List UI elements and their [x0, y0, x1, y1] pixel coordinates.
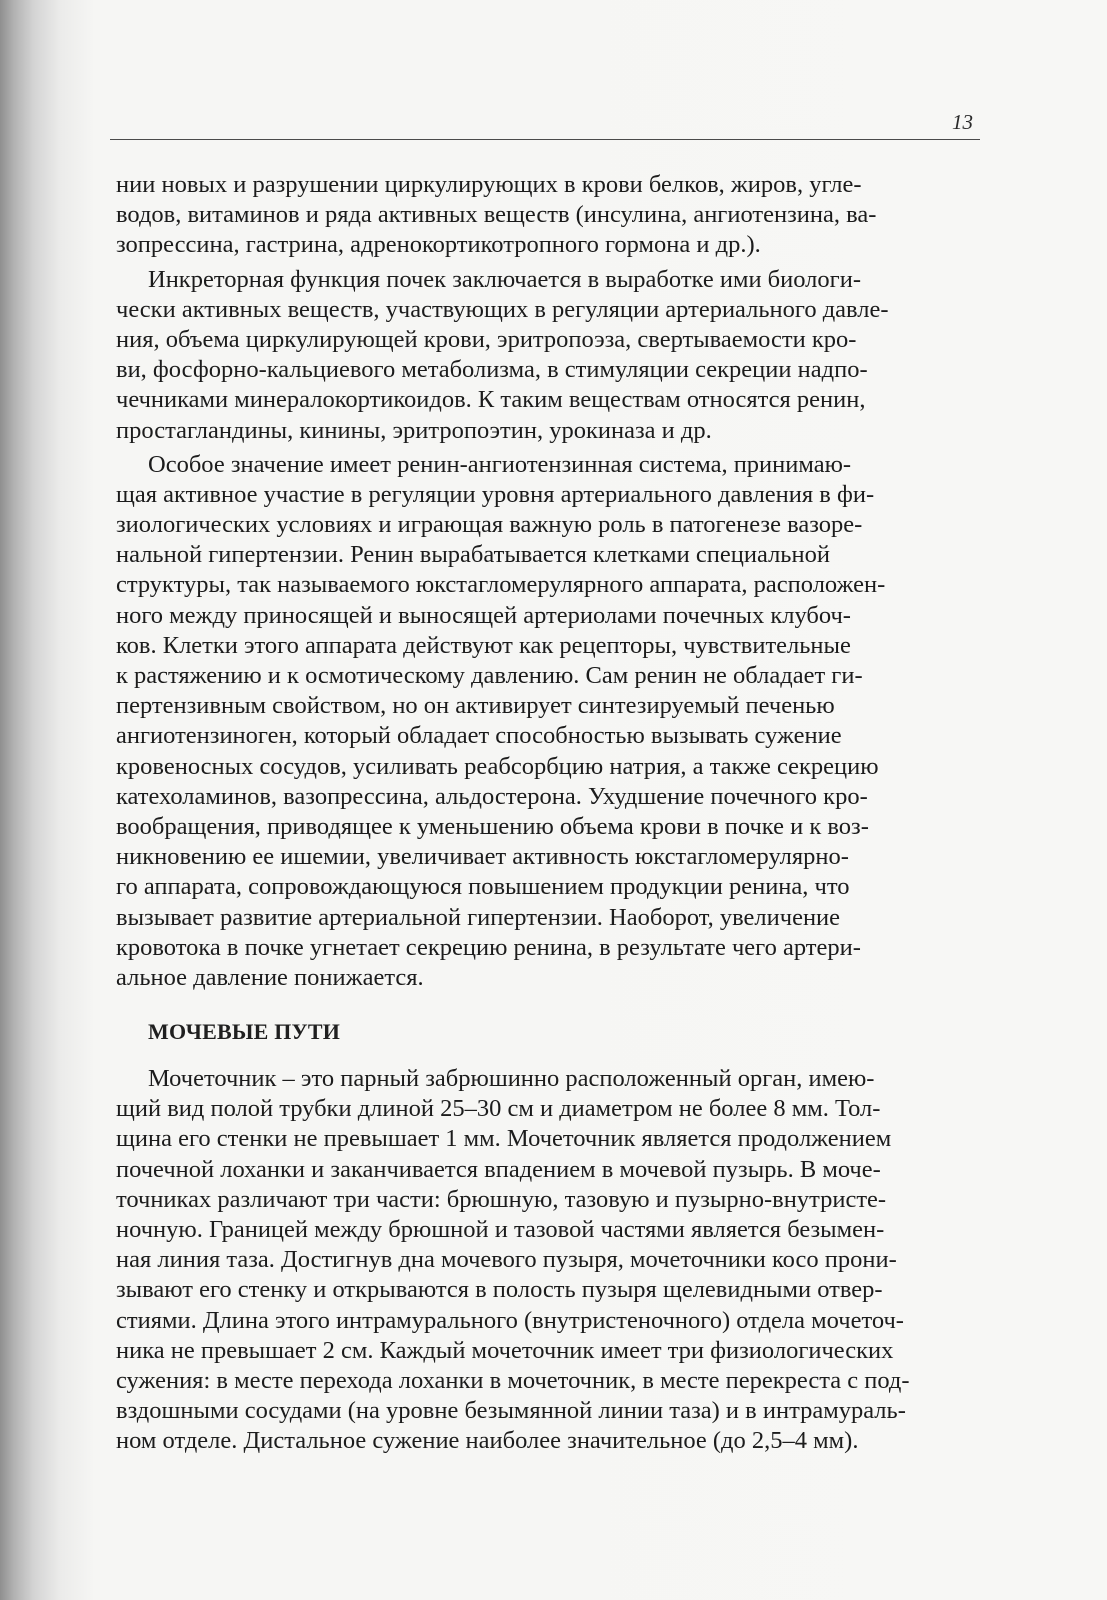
- text-line: чечниками минералокортикоидов. К таким веществам относятся ренин,: [116, 386, 866, 414]
- text-line: вообращения, приводящее к уменьшению объема крови в почке и к воз-: [116, 812, 869, 840]
- section-heading: МОЧЕВЫЕ ПУТИ: [148, 1019, 341, 1045]
- paragraph-1: [116, 170, 978, 261]
- text-line: ангиотензиноген, который обладает способностью вызывать сужение: [116, 722, 842, 750]
- text-line: ков. Клетки этого аппарата действуют как рецепторы, чувствительные: [116, 631, 851, 659]
- text-line: простагландины, кинины, эритропоэтин, урокиназа и др.: [116, 416, 712, 444]
- text-line: вызывает развитие артериальной гипертензии. Наоборот, увеличение: [116, 903, 841, 931]
- text-line: пертензивным свойством, но он активирует синтезируемый печенью: [116, 692, 835, 720]
- text-line: нальной гипертензии. Ренин вырабатывается клетками специальной: [116, 541, 830, 569]
- text-line: кровотока в почке угнетает секрецию ренина, в результате чего артери-: [116, 933, 861, 961]
- text-line: щина его стенки не превышает 1 мм. Мочеточник является продолжением: [116, 1125, 892, 1153]
- text-line: ного между приносящей и выносящей артериолами почечных клубоч-: [116, 601, 851, 629]
- page-number: 13: [952, 110, 973, 134]
- text-line: нии новых и разрушении циркулирующих в крови белков, жиров, угле-: [116, 171, 862, 198]
- header-rule: [110, 139, 980, 140]
- text-line: го аппарата, сопровождающуюся повышением продукции ренина, что: [116, 873, 850, 901]
- text-line: ночную. Границей между брюшной и тазовой частями является безымен-: [116, 1216, 885, 1243]
- text-line: зопрессина, гастрина, адренокортикотропного гормона и др.).: [116, 231, 761, 259]
- text-line: щая активное участие в регуляции уровня артериального давления в фи-: [116, 480, 875, 508]
- text-line: Мочеточник – это парный забрюшинно расположенный орган, имею-: [148, 1065, 875, 1093]
- text-line: Инкреторная функция почек заключается в выработке ими биологи-: [148, 265, 861, 293]
- text-line: ном отделе. Дистальное сужение наиболее значительное (до 2,5–4 мм).: [116, 1427, 859, 1455]
- text-line: кровеносных сосудов, усиливать реабсорбцию натрия, а также секрецию: [116, 752, 879, 780]
- text-line: сужения: в месте перехода лоханки в мочеточник, в месте перекреста с под-: [116, 1366, 910, 1394]
- text-line: катехоламинов, вазопрессина, альдостерона. Ухудшение почечного кро-: [116, 782, 868, 810]
- text-line: структуры, так называемого юкстагломерулярного аппарата, расположен-: [116, 571, 886, 599]
- text-line: ника не превышает 2 см. Каждый мочеточник имеет три физиологических: [116, 1336, 894, 1364]
- text-line: зиологических условиях и играющая важную роль в патогенезе вазоре-: [116, 511, 863, 539]
- page-body: [116, 170, 978, 1461]
- text-line: зывают его стенку и открываются в полость пузыря щелевидными отвер-: [116, 1276, 883, 1304]
- text-line: ви, фосфорно-кальциевого метаболизма, в стимуляции секреции надпо-: [116, 356, 868, 384]
- text-line: никновению ее ишемии, увеличивает активность юкстагломерулярно-: [116, 843, 849, 871]
- text-line: альное давление понижается.: [116, 963, 424, 991]
- text-line: к растяжению и к осмотическому давлению. Сам ренин не обладает ги-: [116, 662, 863, 689]
- text-line: почечной лоханки и заканчивается впадением в мочевой пузырь. В моче-: [116, 1155, 881, 1183]
- paragraph-2: [116, 265, 978, 446]
- text-line: Особое значение имеет ренин-ангиотензинная система, принимаю-: [148, 450, 852, 478]
- paragraph-3: [116, 450, 978, 993]
- paragraph-4: [116, 1064, 978, 1456]
- text-line: точниках различают три части: брюшную, тазовую и пузырно-внутристе-: [116, 1185, 887, 1213]
- text-line: стиями. Длина этого интрамурального (внутристеночного) отдела мочеточ-: [116, 1306, 904, 1334]
- text-line: вздошными сосудами (на уровне безымянной линии таза) и в интрамураль-: [116, 1397, 906, 1425]
- text-line: водов, витаминов и ряда активных веществ (инсулина, ангиотензина, ва-: [116, 201, 877, 229]
- text-line: чески активных веществ, участвующих в регуляции артериального давле-: [116, 295, 889, 323]
- text-line: ния, объема циркулирующей крови, эритропоэза, свертываемости кро-: [116, 325, 857, 353]
- text-line: щий вид полой трубки длиной 25–30 см и диаметром не более 8 мм. Тол-: [116, 1095, 881, 1123]
- text-line: ная линия таза. Достигнув дна мочевого пузыря, мочеточники косо прони-: [116, 1246, 897, 1274]
